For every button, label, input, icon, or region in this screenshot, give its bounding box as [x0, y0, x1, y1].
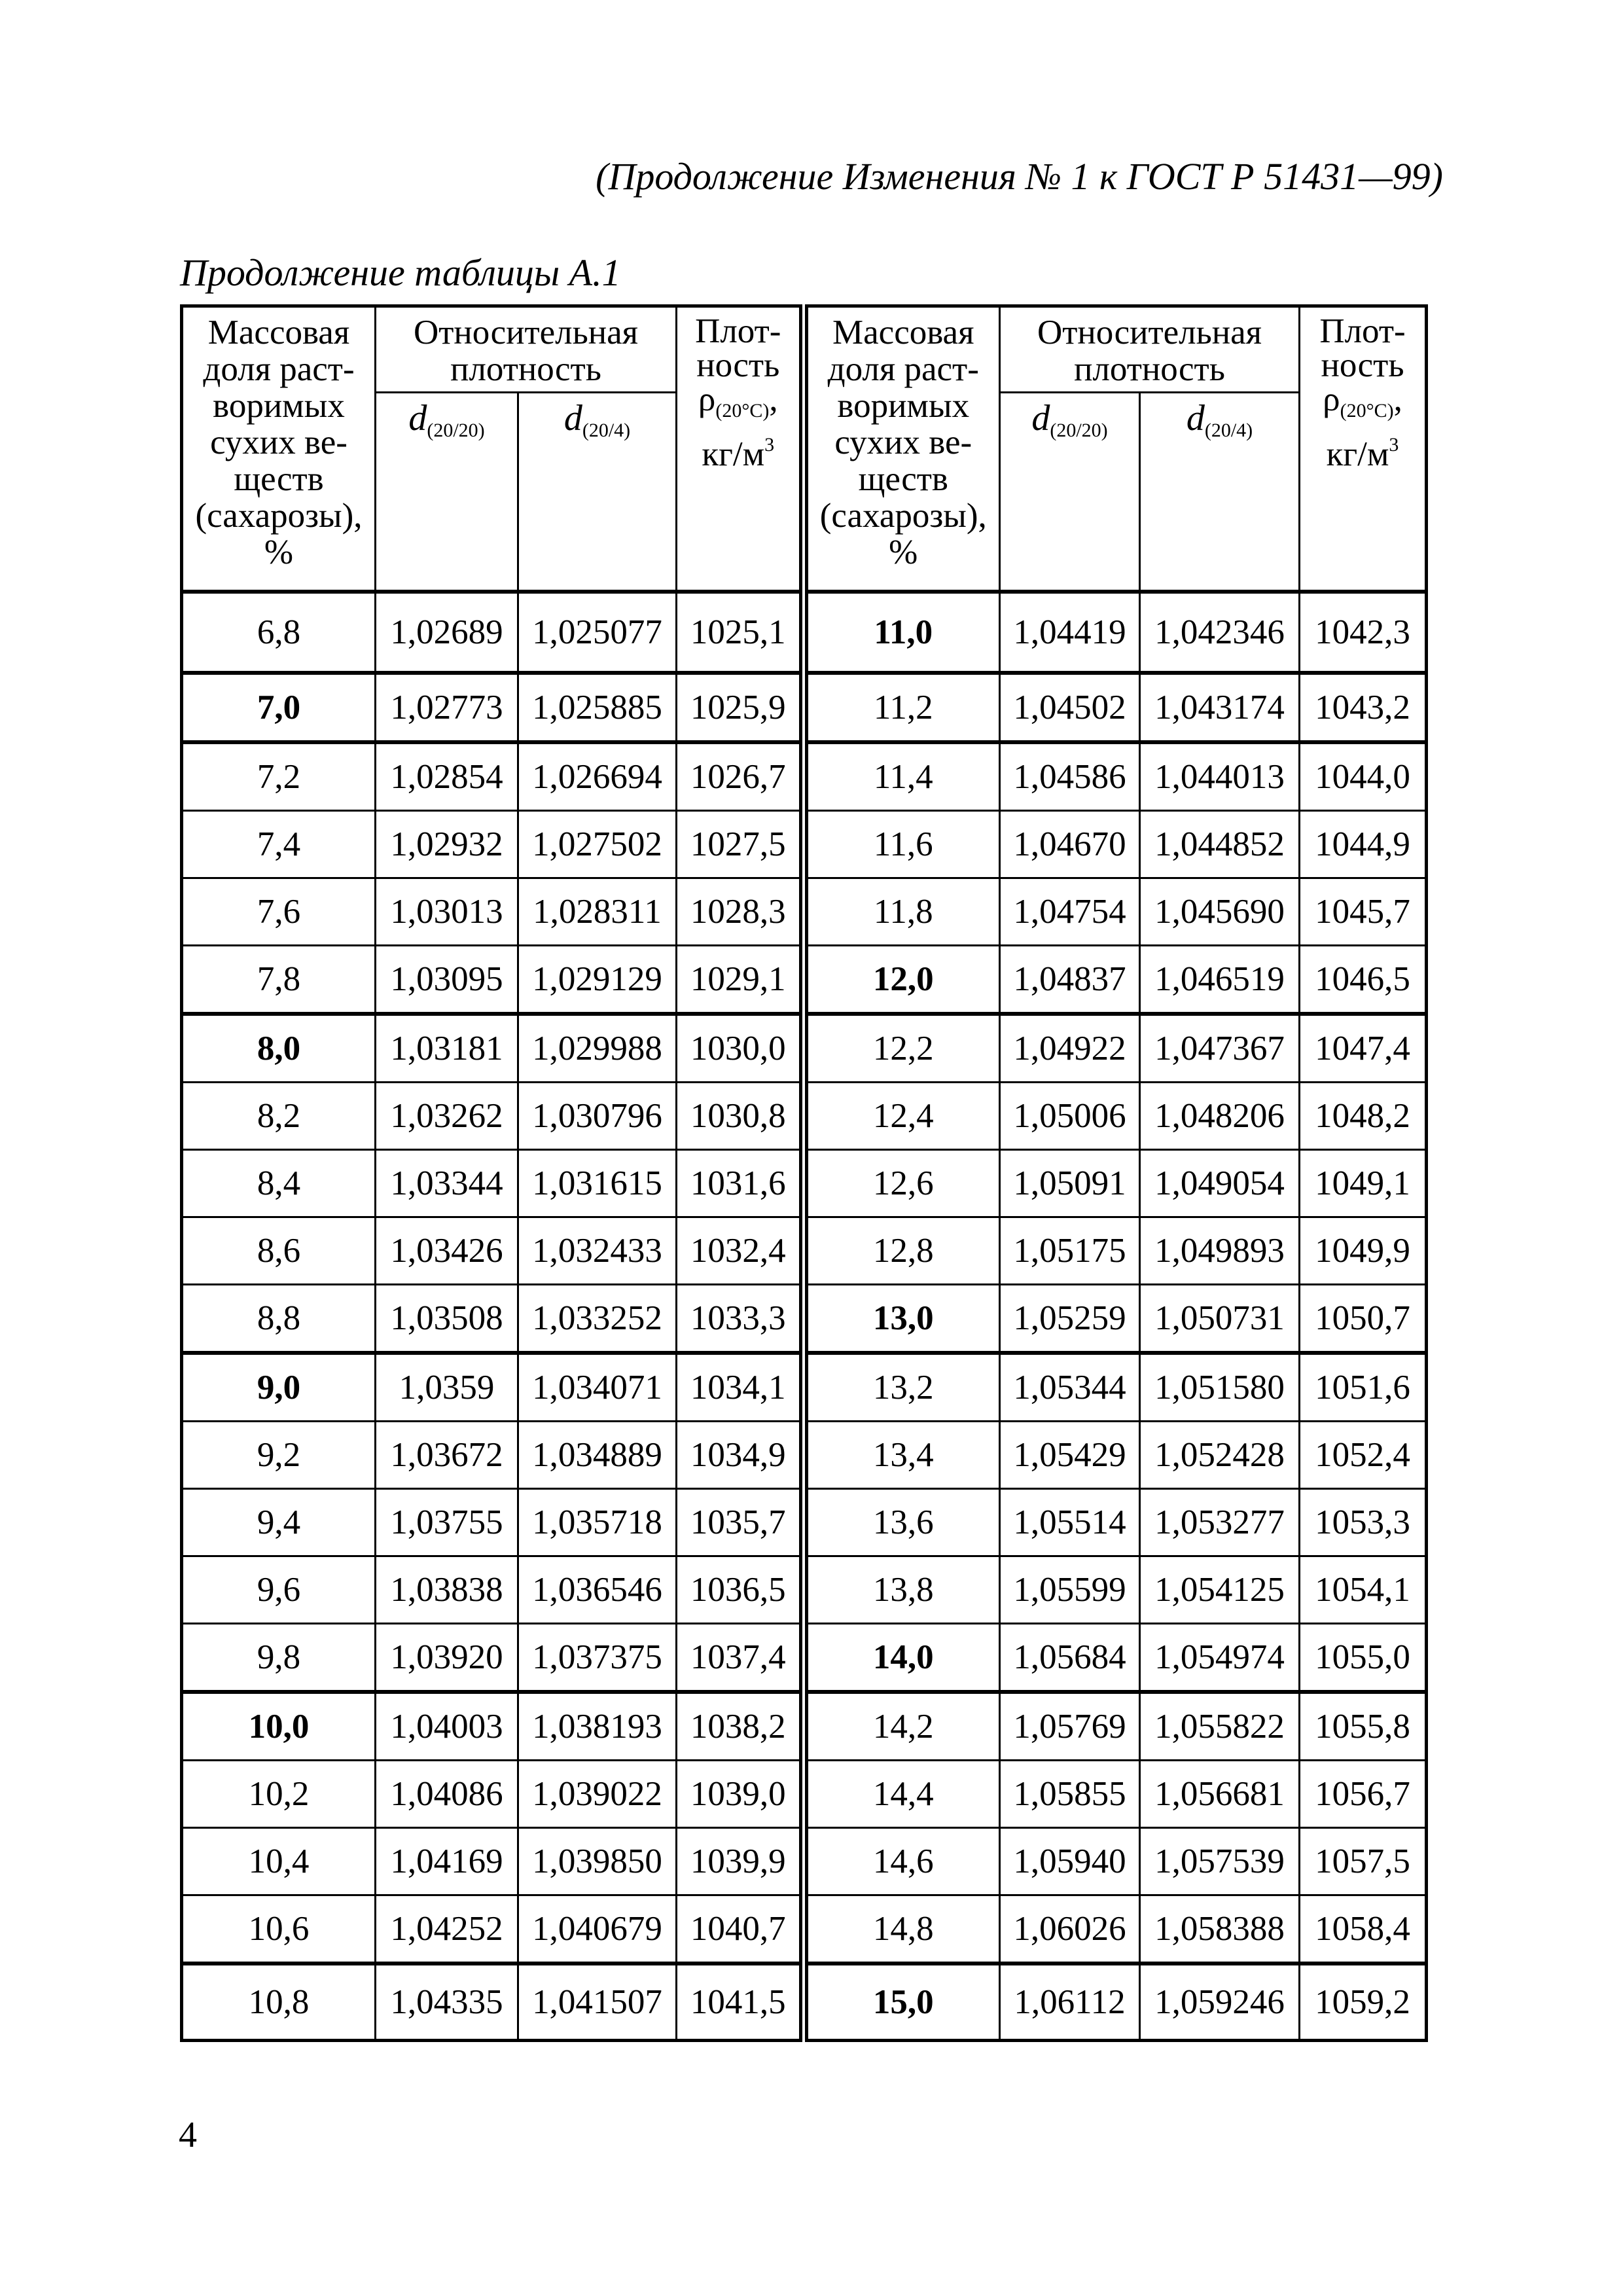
cell-mass-left: 10,2 [182, 1761, 376, 1828]
table-row [182, 592, 1427, 673]
cell-mass-right: 14,4 [804, 1761, 1000, 1828]
table-row [182, 1489, 1427, 1556]
cell-d20-20-right: 1,04502 [1000, 673, 1140, 742]
cell-d20-4-left: 1,032433 [518, 1217, 677, 1285]
cell-d20-4-right: 1,054974 [1140, 1624, 1300, 1693]
cell-density-right: 1050,7 [1300, 1285, 1427, 1354]
header-d20-20-left: $d_{(20/20)}$ [376, 393, 518, 592]
cell-density-left: 1037,4 [677, 1624, 804, 1693]
cell-d20-20-left: 1,03095 [376, 946, 518, 1014]
cell-density-left: 1032,4 [677, 1217, 804, 1285]
cell-d20-20-right: 1,04754 [1000, 878, 1140, 946]
cell-d20-4-left: 1,040679 [518, 1895, 677, 1964]
cell-d20-4-left: 1,037375 [518, 1624, 677, 1693]
cell-density-left: 1030,8 [677, 1083, 804, 1150]
cell-d20-4-left: 1,030796 [518, 1083, 677, 1150]
cell-d20-20-right: 1,04922 [1000, 1014, 1140, 1083]
table-row [182, 1692, 1427, 1761]
cell-d20-20-left: 1,03755 [376, 1489, 518, 1556]
cell-d20-4-right: 1,042346 [1140, 592, 1300, 673]
cell-d20-4-left: 1,029129 [518, 946, 677, 1014]
cell-d20-20-left: 1,0359 [376, 1353, 518, 1422]
cell-d20-4-left: 1,035718 [518, 1489, 677, 1556]
cell-d20-20-right: 1,05940 [1000, 1828, 1140, 1895]
cell-density-left: 1027,5 [677, 811, 804, 878]
cell-d20-20-right: 1,06026 [1000, 1895, 1140, 1964]
cell-d20-4-right: 1,050731 [1140, 1285, 1300, 1354]
cell-d20-20-right: 1,05006 [1000, 1083, 1140, 1150]
cell-density-left: 1036,5 [677, 1556, 804, 1624]
cell-mass-right: 11,8 [804, 878, 1000, 946]
cell-density-right: 1051,6 [1300, 1353, 1427, 1422]
cell-d20-20-right: 1,05599 [1000, 1556, 1140, 1624]
cell-d20-4-left: 1,039850 [518, 1828, 677, 1895]
cell-d20-4-left: 1,026694 [518, 742, 677, 811]
cell-density-right: 1044,9 [1300, 811, 1427, 878]
cell-density-left: 1034,9 [677, 1422, 804, 1489]
cell-mass-left: 7,8 [182, 946, 376, 1014]
density-table [180, 304, 1428, 2042]
cell-density-right: 1052,4 [1300, 1422, 1427, 1489]
cell-density-right: 1046,5 [1300, 946, 1427, 1014]
table-row [182, 1556, 1427, 1624]
cell-density-right: 1049,9 [1300, 1217, 1427, 1285]
table-row [182, 1828, 1427, 1895]
table-row [182, 1285, 1427, 1354]
cell-density-right: 1058,4 [1300, 1895, 1427, 1964]
cell-density-left: 1030,0 [677, 1014, 804, 1083]
cell-d20-20-right: 1,05514 [1000, 1489, 1140, 1556]
cell-mass-right: 14,0 [804, 1624, 1000, 1693]
table-row [182, 1353, 1427, 1422]
cell-d20-4-left: 1,041507 [518, 1964, 677, 2041]
cell-mass-right: 11,6 [804, 811, 1000, 878]
cell-d20-20-right: 1,05344 [1000, 1353, 1140, 1422]
cell-d20-4-right: 1,045690 [1140, 878, 1300, 946]
table-caption: Продолжение таблицы А.1 [180, 251, 621, 294]
cell-d20-4-right: 1,055822 [1140, 1692, 1300, 1761]
cell-mass-right: 13,0 [804, 1285, 1000, 1354]
cell-mass-left: 8,4 [182, 1150, 376, 1217]
cell-mass-right: 13,8 [804, 1556, 1000, 1624]
cell-mass-left: 8,6 [182, 1217, 376, 1285]
cell-d20-4-left: 1,039022 [518, 1761, 677, 1828]
cell-mass-left: 9,8 [182, 1624, 376, 1693]
cell-mass-right: 12,6 [804, 1150, 1000, 1217]
cell-d20-4-right: 1,043174 [1140, 673, 1300, 742]
cell-density-left: 1026,7 [677, 742, 804, 811]
table-row [182, 811, 1427, 878]
cell-density-left: 1025,9 [677, 673, 804, 742]
cell-d20-20-left: 1,03181 [376, 1014, 518, 1083]
table-row [182, 1761, 1427, 1828]
cell-d20-4-left: 1,036546 [518, 1556, 677, 1624]
table-row [182, 1624, 1427, 1693]
header-relative-density-left: Относительная плотность [376, 306, 677, 393]
cell-d20-4-right: 1,056681 [1140, 1761, 1300, 1828]
table-row [182, 742, 1427, 811]
cell-density-right: 1044,0 [1300, 742, 1427, 811]
cell-d20-20-left: 1,03672 [376, 1422, 518, 1489]
cell-d20-4-right: 1,046519 [1140, 946, 1300, 1014]
cell-d20-4-left: 1,038193 [518, 1692, 677, 1761]
cell-mass-right: 15,0 [804, 1964, 1000, 2041]
header-density-right: Плот- ность ρ(20°C), $кг/м^3$ [1300, 306, 1427, 592]
cell-d20-20-left: 1,02689 [376, 592, 518, 673]
table-row [182, 673, 1427, 742]
cell-d20-4-left: 1,033252 [518, 1285, 677, 1354]
cell-density-right: 1055,0 [1300, 1624, 1427, 1693]
cell-d20-20-left: 1,03838 [376, 1556, 518, 1624]
cell-d20-4-right: 1,049054 [1140, 1150, 1300, 1217]
table-row [182, 946, 1427, 1014]
table-row [182, 1014, 1427, 1083]
table-row [182, 1217, 1427, 1285]
cell-d20-20-left: 1,02773 [376, 673, 518, 742]
cell-density-right: 1045,7 [1300, 878, 1427, 946]
cell-d20-4-right: 1,052428 [1140, 1422, 1300, 1489]
cell-d20-20-right: 1,05769 [1000, 1692, 1140, 1761]
cell-d20-20-left: 1,02932 [376, 811, 518, 878]
cell-d20-20-right: 1,05259 [1000, 1285, 1140, 1354]
cell-density-left: 1041,5 [677, 1964, 804, 2041]
header-density-left: Плот- ность ρ(20°C), $кг/м^3$ [677, 306, 804, 592]
cell-mass-right: 12,4 [804, 1083, 1000, 1150]
cell-mass-right: 12,0 [804, 946, 1000, 1014]
cell-d20-4-right: 1,048206 [1140, 1083, 1300, 1150]
cell-d20-20-left: 1,04169 [376, 1828, 518, 1895]
cell-mass-left: 9,6 [182, 1556, 376, 1624]
cell-d20-4-left: 1,027502 [518, 811, 677, 878]
table-row [182, 878, 1427, 946]
cell-d20-20-right: 1,04670 [1000, 811, 1140, 878]
cell-mass-left: 9,0 [182, 1353, 376, 1422]
cell-d20-4-right: 1,047367 [1140, 1014, 1300, 1083]
cell-density-right: 1056,7 [1300, 1761, 1427, 1828]
cell-mass-right: 11,4 [804, 742, 1000, 811]
cell-d20-4-left: 1,029988 [518, 1014, 677, 1083]
cell-mass-left: 7,4 [182, 811, 376, 878]
cell-mass-right: 13,6 [804, 1489, 1000, 1556]
cell-density-left: 1039,0 [677, 1761, 804, 1828]
cell-mass-left: 7,0 [182, 673, 376, 742]
cell-d20-4-right: 1,053277 [1140, 1489, 1300, 1556]
cell-density-right: 1057,5 [1300, 1828, 1427, 1895]
cell-d20-20-left: 1,03013 [376, 878, 518, 946]
cell-density-left: 1028,3 [677, 878, 804, 946]
cell-d20-20-left: 1,03426 [376, 1217, 518, 1285]
cell-d20-20-left: 1,04335 [376, 1964, 518, 2041]
cell-density-left: 1025,1 [677, 592, 804, 673]
cell-mass-right: 13,2 [804, 1353, 1000, 1422]
cell-d20-4-right: 1,054125 [1140, 1556, 1300, 1624]
cell-d20-20-right: 1,04419 [1000, 592, 1140, 673]
cell-mass-left: 10,8 [182, 1964, 376, 2041]
cell-mass-right: 14,2 [804, 1692, 1000, 1761]
cell-mass-left: 8,2 [182, 1083, 376, 1150]
cell-d20-4-left: 1,025077 [518, 592, 677, 673]
cell-mass-left: 7,6 [182, 878, 376, 946]
cell-density-left: 1038,2 [677, 1692, 804, 1761]
cell-mass-left: 10,0 [182, 1692, 376, 1761]
cell-density-left: 1033,3 [677, 1285, 804, 1354]
cell-mass-left: 8,0 [182, 1014, 376, 1083]
cell-mass-right: 13,4 [804, 1422, 1000, 1489]
cell-d20-20-right: 1,05091 [1000, 1150, 1140, 1217]
cell-d20-4-left: 1,031615 [518, 1150, 677, 1217]
cell-density-right: 1047,4 [1300, 1014, 1427, 1083]
cell-d20-4-left: 1,034071 [518, 1353, 677, 1422]
cell-mass-right: 12,8 [804, 1217, 1000, 1285]
cell-d20-4-right: 1,058388 [1140, 1895, 1300, 1964]
header-d20-4-left: $d_{(20/4)}$ [518, 393, 677, 592]
cell-d20-20-right: 1,05175 [1000, 1217, 1140, 1285]
cell-mass-left: 6,8 [182, 592, 376, 673]
cell-d20-20-right: 1,05855 [1000, 1761, 1140, 1828]
cell-d20-20-left: 1,03920 [376, 1624, 518, 1693]
cell-density-right: 1049,1 [1300, 1150, 1427, 1217]
cell-d20-4-right: 1,044852 [1140, 811, 1300, 878]
cell-mass-left: 7,2 [182, 742, 376, 811]
cell-d20-4-right: 1,044013 [1140, 742, 1300, 811]
cell-d20-20-right: 1,05684 [1000, 1624, 1140, 1693]
cell-d20-20-left: 1,02854 [376, 742, 518, 811]
page-number: 4 [179, 2115, 197, 2155]
cell-d20-20-left: 1,04003 [376, 1692, 518, 1761]
table-row [182, 1150, 1427, 1217]
table-row [182, 1422, 1427, 1489]
table-row [182, 1083, 1427, 1150]
cell-density-right: 1059,2 [1300, 1964, 1427, 2041]
cell-d20-20-left: 1,04252 [376, 1895, 518, 1964]
cell-density-left: 1039,9 [677, 1828, 804, 1895]
table-row [182, 1964, 1427, 2041]
cell-mass-right: 12,2 [804, 1014, 1000, 1083]
cell-mass-right: 14,6 [804, 1828, 1000, 1895]
cell-mass-left: 10,4 [182, 1828, 376, 1895]
cell-d20-4-right: 1,059246 [1140, 1964, 1300, 2041]
header-relative-density-right: Относительная плотность [1000, 306, 1300, 393]
cell-density-right: 1055,8 [1300, 1692, 1427, 1761]
cell-d20-4-right: 1,057539 [1140, 1828, 1300, 1895]
cell-d20-20-left: 1,03344 [376, 1150, 518, 1217]
header-mass-fraction-left: Массовая доля раст- воримых сухих ве- ществ (сахарозы), % [182, 306, 376, 592]
cell-density-left: 1031,6 [677, 1150, 804, 1217]
cell-d20-20-right: 1,06112 [1000, 1964, 1140, 2041]
cell-d20-20-right: 1,05429 [1000, 1422, 1140, 1489]
cell-d20-4-left: 1,028311 [518, 878, 677, 946]
cell-density-right: 1053,3 [1300, 1489, 1427, 1556]
cell-density-left: 1034,1 [677, 1353, 804, 1422]
cell-mass-right: 11,0 [804, 592, 1000, 673]
cell-d20-4-right: 1,051580 [1140, 1353, 1300, 1422]
cell-d20-20-left: 1,03262 [376, 1083, 518, 1150]
cell-d20-20-right: 1,04837 [1000, 946, 1140, 1014]
cell-density-left: 1035,7 [677, 1489, 804, 1556]
cell-d20-20-left: 1,03508 [376, 1285, 518, 1354]
header-d20-4-right: $d_{(20/4)}$ [1140, 393, 1300, 592]
cell-d20-4-left: 1,034889 [518, 1422, 677, 1489]
cell-density-right: 1054,1 [1300, 1556, 1427, 1624]
header-d20-20-right: $d_{(20/20)}$ [1000, 393, 1140, 592]
cell-mass-left: 9,4 [182, 1489, 376, 1556]
cell-density-right: 1042,3 [1300, 592, 1427, 673]
cell-density-right: 1043,2 [1300, 673, 1427, 742]
cell-mass-left: 8,8 [182, 1285, 376, 1354]
cell-mass-right: 14,8 [804, 1895, 1000, 1964]
cell-mass-left: 10,6 [182, 1895, 376, 1964]
cell-mass-right: 11,2 [804, 673, 1000, 742]
cell-d20-4-left: 1,025885 [518, 673, 677, 742]
cell-density-left: 1040,7 [677, 1895, 804, 1964]
cell-d20-20-left: 1,04086 [376, 1761, 518, 1828]
table-row [182, 1895, 1427, 1964]
document-header: (Продолжение Изменения № 1 к ГОСТ Р 51431—99) [596, 155, 1443, 198]
cell-d20-4-right: 1,049893 [1140, 1217, 1300, 1285]
cell-d20-20-right: 1,04586 [1000, 742, 1140, 811]
header-mass-fraction-right: Массовая доля раст- воримых сухих ве- ществ (сахарозы), % [804, 306, 1000, 592]
cell-mass-left: 9,2 [182, 1422, 376, 1489]
cell-density-right: 1048,2 [1300, 1083, 1427, 1150]
cell-density-left: 1029,1 [677, 946, 804, 1014]
